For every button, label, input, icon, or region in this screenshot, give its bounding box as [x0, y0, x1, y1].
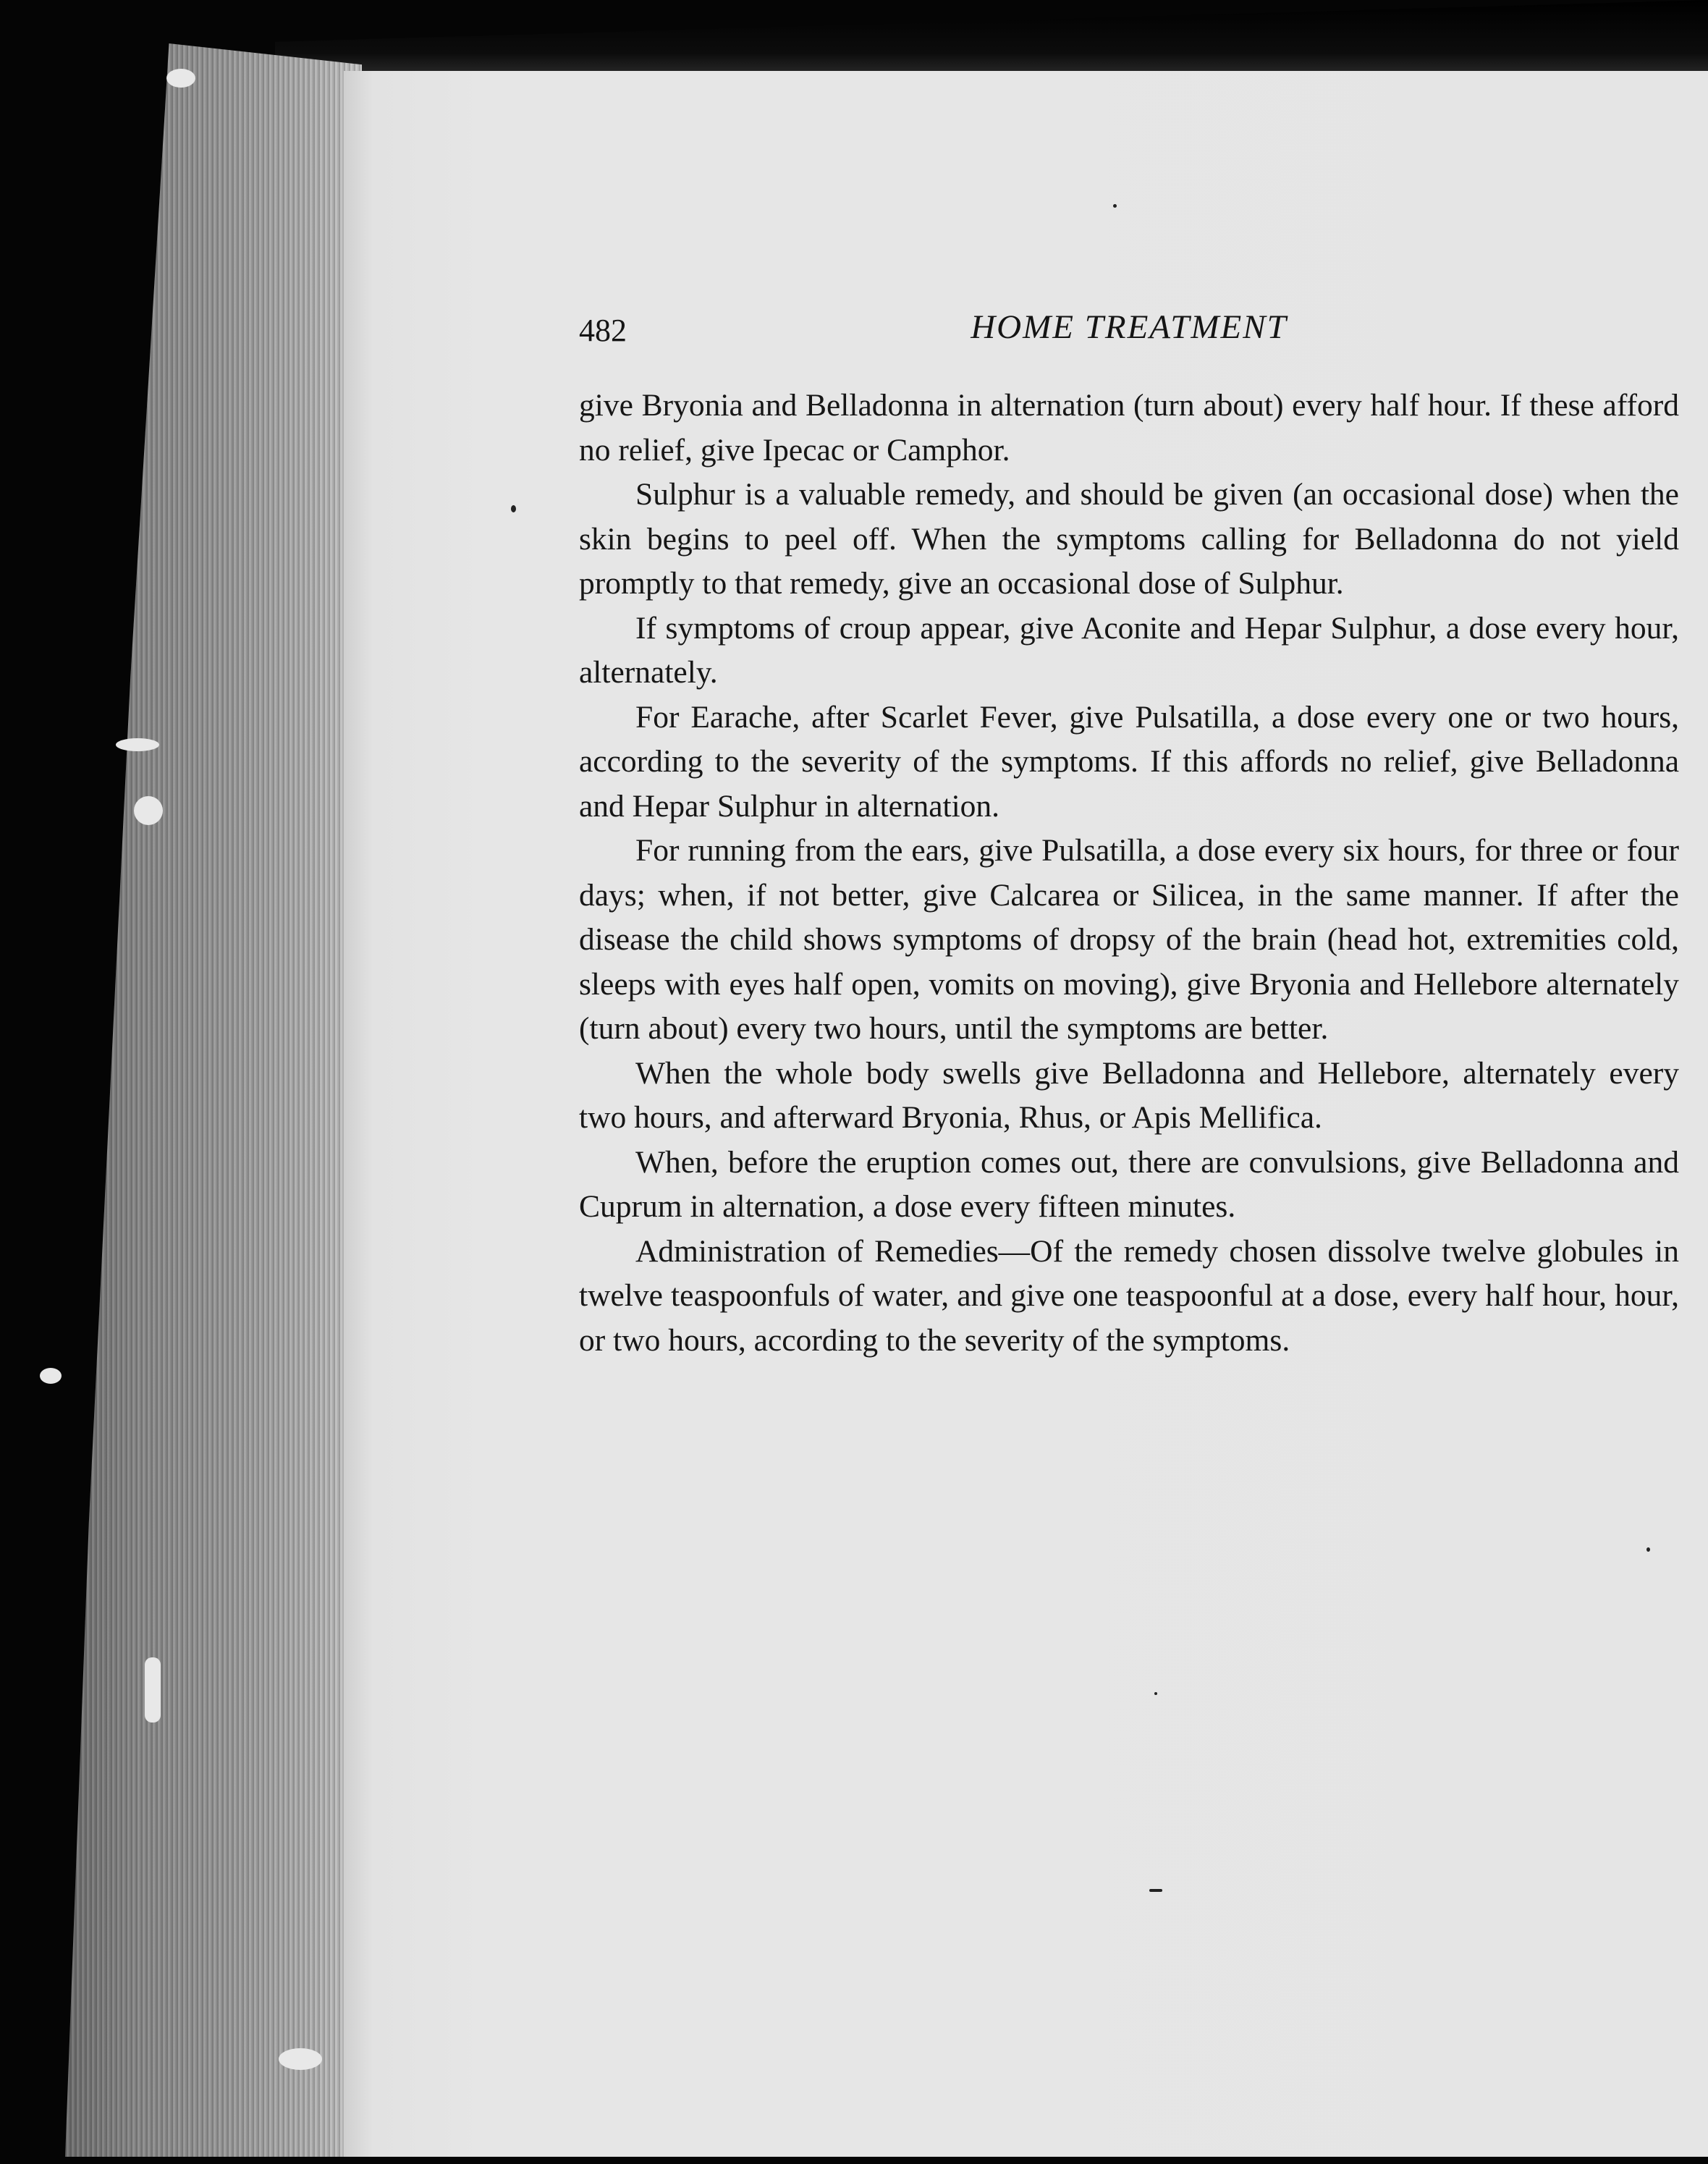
dust-speck	[166, 69, 195, 88]
ink-dot	[1113, 204, 1117, 208]
page-number: 482	[579, 313, 627, 348]
dust-speck	[145, 1657, 161, 1723]
paragraph: When the whole body swells give Belladonna and Hellebore, alternately every two hours, and afterward Bryonia, Rhus, or Apis Mellifica.	[579, 1055, 1679, 1135]
paragraph: Administration of Remedies—Of the remedy chosen dissolve twelve globules in twelve teaspoonfuls of water, and give one teaspoonful at a dose, every half hour, hour, or two hours, according to the severity of the symptoms.	[579, 1233, 1679, 1358]
ink-dot	[511, 505, 516, 512]
dust-speck	[279, 2048, 322, 2070]
ink-dot	[1149, 1889, 1162, 1892]
body-text	[579, 384, 1679, 1363]
running-head	[579, 308, 1679, 358]
running-title: HOME TREATMENT	[971, 308, 1288, 346]
ink-dot	[1154, 1692, 1157, 1695]
dust-speck	[134, 796, 163, 825]
paragraph: Sulphur is a valuable remedy, and should be given (an occasional dose) when the skin begins to peel off. When the symptoms calling for Belladonna do not yield promptly to that remedy, give an occasional dose of Sulphur.	[579, 477, 1679, 601]
book-top-edge	[275, 0, 1708, 76]
page-fore-edge	[65, 43, 362, 2157]
dust-speck	[40, 1368, 62, 1384]
paragraph: give Bryonia and Belladonna in alternation (turn about) every half hour. If these afford no relief, give Ipecac or Camphor.	[579, 388, 1679, 468]
paragraph: For running from the ears, give Pulsatilla, a dose every six hours, for three or four days; when, if not better, give Calcarea or Silicea, in the same manner. If after the disease the child shows symptoms of dropsy of the brain (head hot, extremities cold, sleeps with eyes half open, vomits on moving), give Bryonia and Hellebore alternately (turn about) every two hours, until the symptoms are better.	[579, 833, 1679, 1046]
paragraph: For Earache, after Scarlet Fever, give Pulsatilla, a dose every one or two hours, according to the severity of the symptoms. If this affords no relief, give Belladonna and Hepar Sulphur in alternation.	[579, 699, 1679, 824]
paragraph: When, before the eruption comes out, there are convulsions, give Belladonna and Cuprum in alternation, a dose every fifteen minutes.	[579, 1144, 1679, 1224]
paragraph: If symptoms of croup appear, give Aconite and Hepar Sulphur, a dose every hour, alternately.	[579, 610, 1679, 690]
dust-speck	[116, 738, 159, 751]
ink-dot	[1646, 1547, 1650, 1552]
